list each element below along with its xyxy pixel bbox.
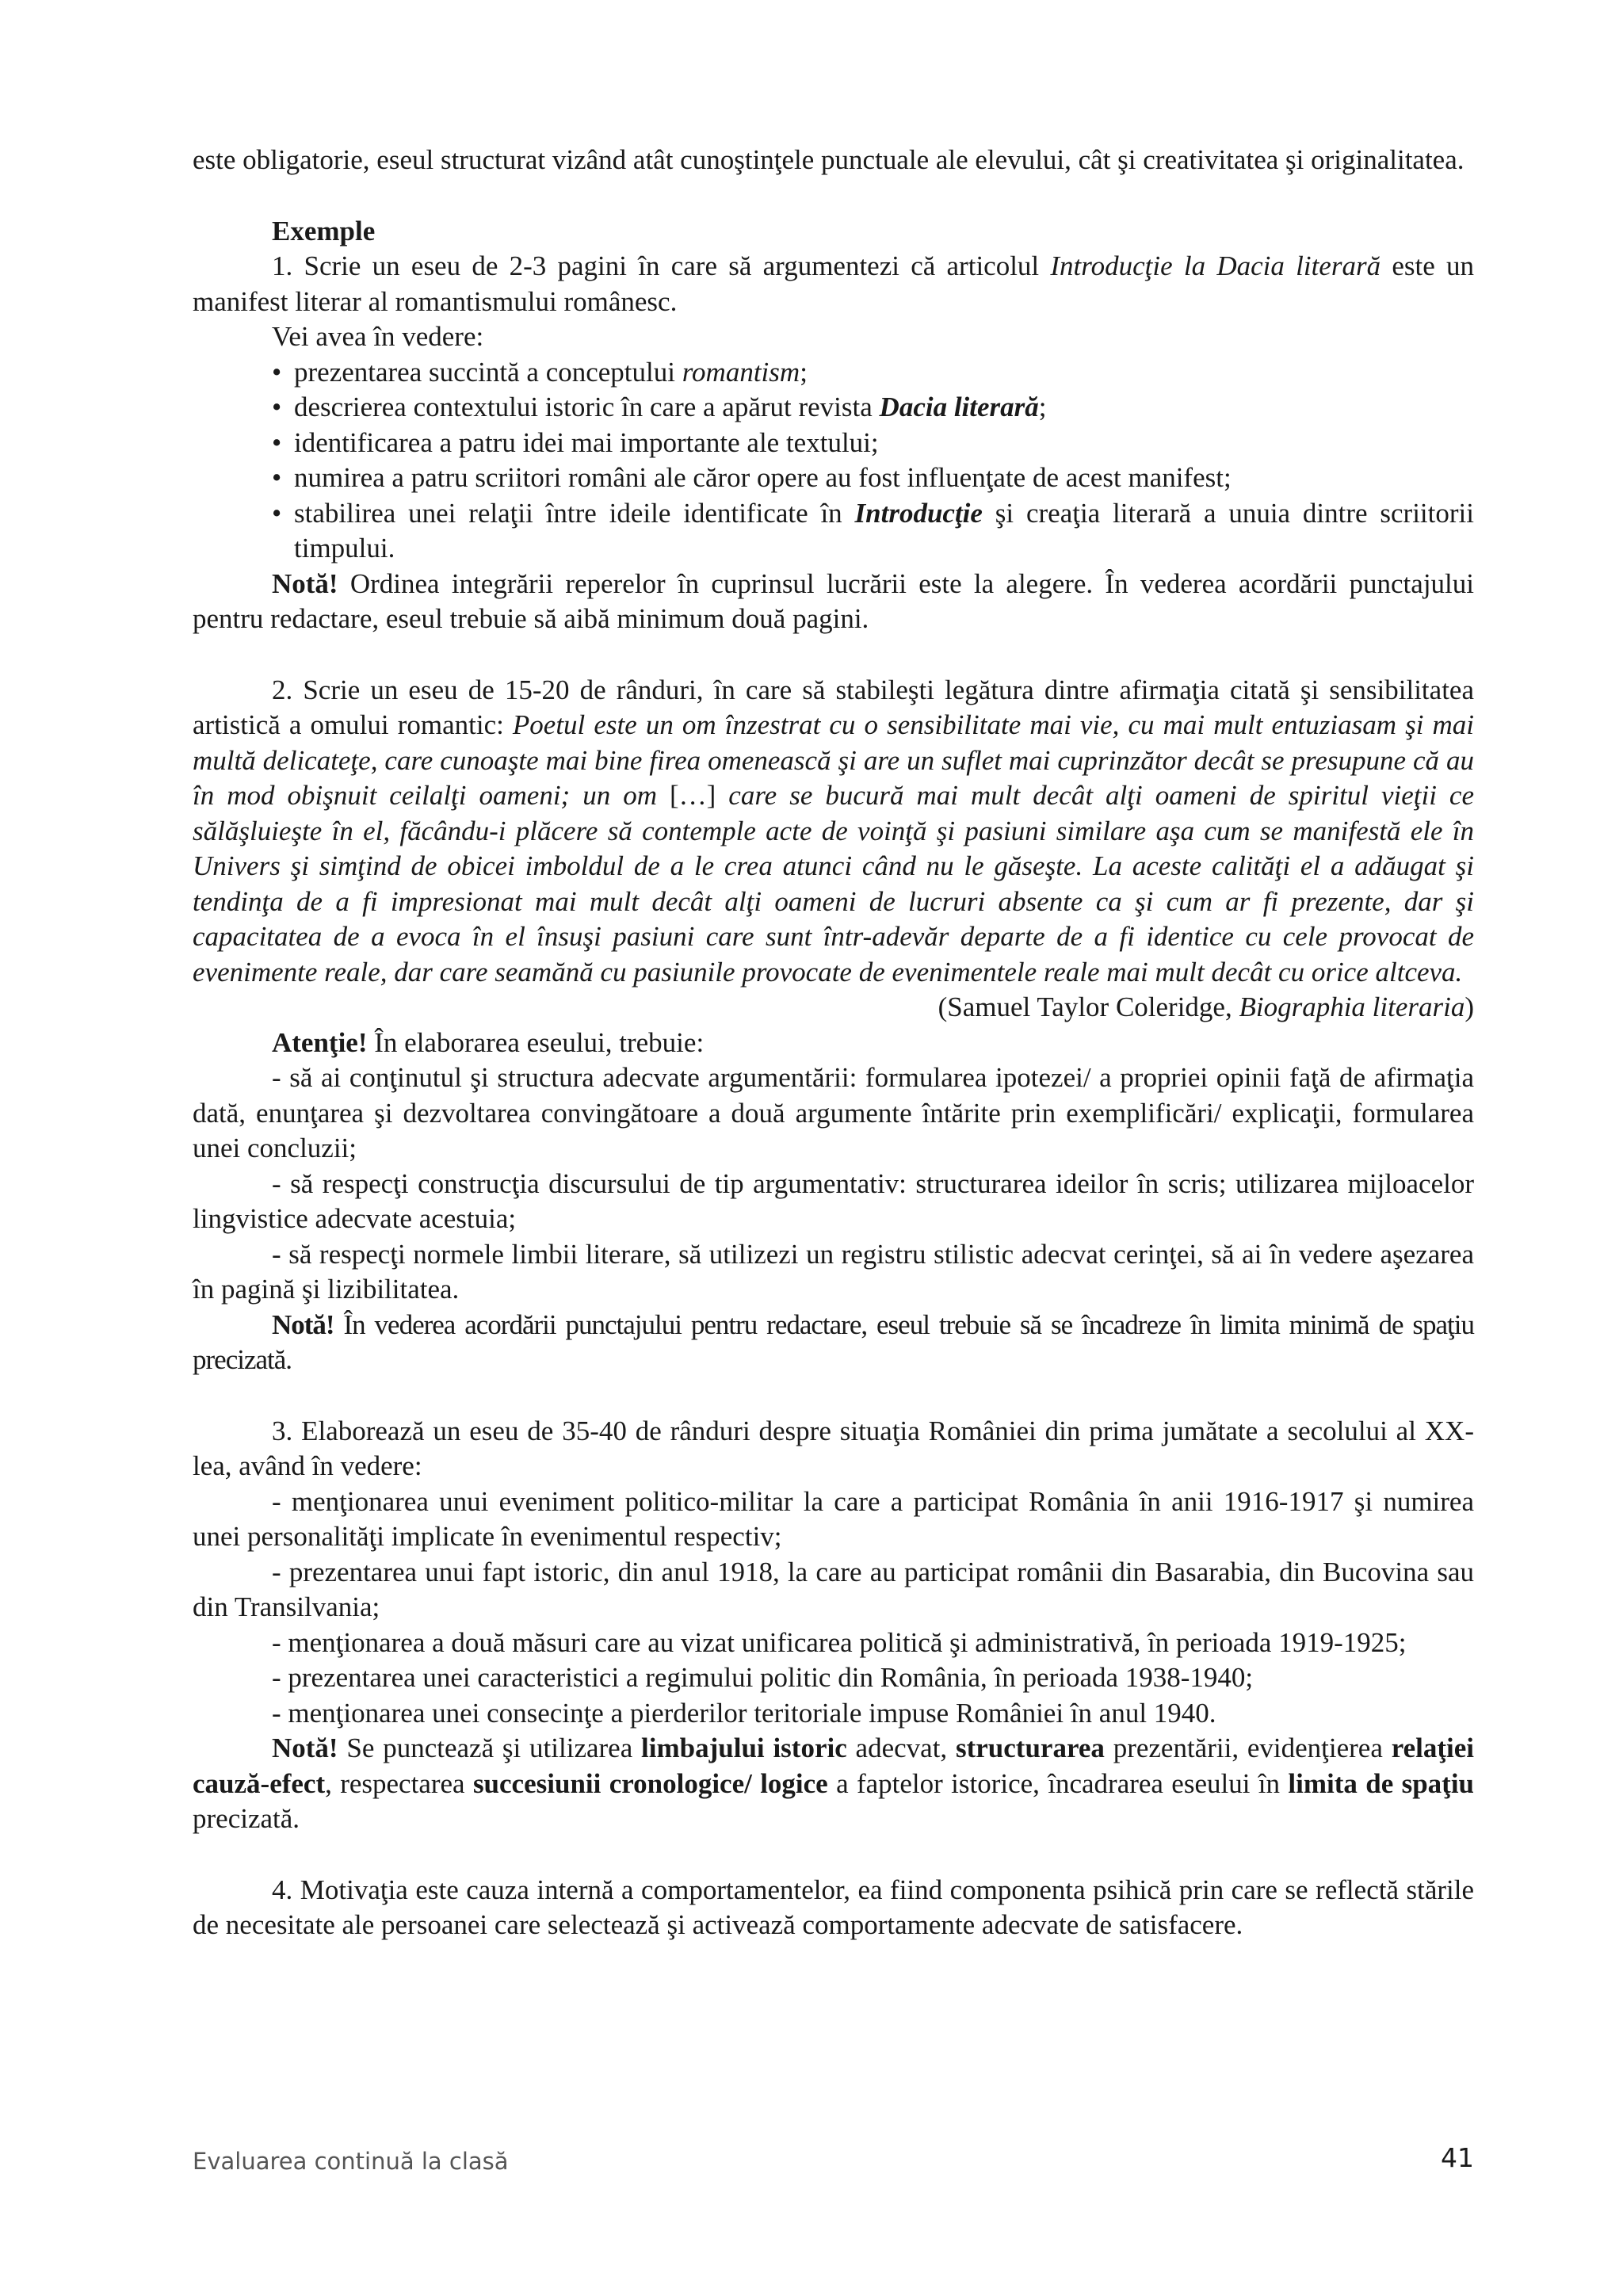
quote: Poetul este un om înzestrat cu o sensibilitate mai vie, cu mai mult entuziasam şi mai multă delicateţe, care cunoaşte mai bine firea omenească şi are un suflet mai cuprinzător decât se presupune că au în mod obişnuit ceilalţi oameni; un om bbox=[193, 709, 1474, 811]
example-2-requirement: - să ai conţinutul şi structura adecvate argumentării: formularea ipotezei/ a propriei opinii faţă de afirmaţia dată, enunţarea şi dezvoltarea convingătoare a două argumente întărite prin exemplificări/ explicaţii, formularea unei concluzii; bbox=[193, 1062, 1474, 1163]
spacer bbox=[193, 178, 1474, 214]
quote-source: (Samuel Taylor Coleridge, Biographia literaria) bbox=[938, 991, 1474, 1022]
example-4-text: 4. Motivaţia este cauza internă a comportamentelor, ea fiind componenta psihică prin care se reflectă stările de necesitate ale persoanei care selectează şi activează comportamente adecvate de satisfacere. bbox=[193, 1874, 1474, 1940]
example-2-note: Notă! În vederea acordării punctajului pentru redactare, eseul trebuie să se încadreze în limita minimă de spaţiu precizată. bbox=[193, 1308, 1474, 1375]
list-item: • identificarea a patru idei mai importante ale textului; bbox=[193, 426, 1474, 461]
list-item: • numirea a patru scriitori români ale căror opere au fost influenţate de acest manifest; bbox=[193, 460, 1474, 496]
example-1-lead: Vei avea în vedere: bbox=[272, 321, 484, 352]
list-item: • prezentarea succintă a conceptului romantism; bbox=[193, 355, 1474, 391]
example-2-attention: Atenţie! În elaborarea eseului, trebuie: bbox=[272, 1026, 705, 1058]
examples-heading: Exemple bbox=[272, 215, 376, 246]
list-item: • descrierea contextului istoric în care a apărut revista Dacia literară; bbox=[193, 390, 1474, 426]
example-3-requirement: - menţionarea a două măsuri care au vizat unificarea politică şi administrativă, în perioada 1919-1925; bbox=[272, 1626, 1407, 1658]
spacer bbox=[193, 637, 1474, 673]
note-label: Notă! bbox=[272, 1308, 334, 1340]
example-3-requirement: - prezentarea unei caracteristici a regimului politic din România, în perioada 1938-1940; bbox=[272, 1662, 1254, 1693]
spacer bbox=[193, 1378, 1474, 1414]
page-content bbox=[193, 143, 1474, 1943]
page-number: 41 bbox=[1441, 2142, 1474, 2173]
list-item: • stabilirea unei relaţii între ideile identificate în Introducţie şi creaţia literară a unuia dintre scriitorii timpului. bbox=[193, 496, 1474, 567]
example-2-requirement: - să respecţi construcţia discursului de tip argumentativ: structurarea ideilor în scris; utilizarea mijloacelor lingvistice adecvate acestuia; bbox=[193, 1167, 1474, 1234]
example-2-task: 2. Scrie un eseu de 15-20 de rânduri, în care să stabileşti legătura dintre afirmaţia citată şi sensibilitatea artistică a omului romantic: Poetul este un om înzestrat cu o sensibilitate mai vie, cu mai mult entuziasam şi mai multă delicateţe, care cunoaşte mai bine firea omenească şi are un suflet mai cuprinzător decât se presupune că au în mod obişnuit ceilalţi oameni; un om […] care se bucură mai mult decât alţi oameni de spiritul vieţii ce sălăşluieşte în el, făcându-i plăcere să contemple acte de voinţă şi pasiuni similare aşa cum se manifestă ele în Univers şi simţind de obicei imboldul de a le crea atunci când nu le găseşte. La aceste calităţi el a adăugat şi tendinţa de a fi impresionat mai mult decât alţi oameni de lucruri absente ca şi cum ar fi prezente, dar şi capacitatea de a evoca în el însuşi pasiuni care sunt într-adevăr departe de a fi identice cu cele provocat de evenimente reale, dar care seamănă cu pasiunile provocate de evenimentele reale mai mult decât cu orice altceva. bbox=[193, 674, 1474, 988]
quote-continued: care se bucură mai mult decât alţi oameni de spiritul vieţii ce sălăşluieşte în el, făcându-i plăcere să contemple acte de voinţă şi pasiuni similare aşa cum se manifestă ele în Univers şi simţind de obicei imboldul de a le crea atunci când nu le găseşte. La aceste calităţi el a adăugat şi tendinţa de a fi impresionat mai mult decât alţi oameni de lucruri absente ca şi cum ar fi prezente, dar şi capacitatea de a evoca în el însuşi pasiuni care sunt într-adevăr departe de a fi identice cu cele provocat de evenimente reale, dar care seamănă cu pasiunile provocate de evenimentele reale mai mult decât cu orice altceva. bbox=[193, 780, 1474, 988]
example-1-note: Notă! Ordinea integrării reperelor în cuprinsul lucrării este la alegere. În vederea acordării punctajului pentru redactare, eseul trebuie să aibă minimum două pagini. bbox=[193, 567, 1474, 634]
example-1-task: 1. Scrie un eseu de 2-3 pagini în care să argumentezi că articolul Introducţie la Dacia literară este un manifest literar al romantismului românesc. bbox=[193, 250, 1474, 317]
attention-label: Atenţie! bbox=[272, 1026, 368, 1058]
example-3-note: Notă! Se punctează şi utilizarea limbajului istoric adecvat, structurarea prezentării, evidenţierea relaţiei cauză-efect, respectarea succesiunii cronologice/ logice a faptelor istorice, încadrarea eseului în limita de spaţiu precizată. bbox=[193, 1733, 1475, 1834]
example-1-bullet-list bbox=[193, 355, 1474, 567]
spacer bbox=[193, 1837, 1474, 1873]
article-title: Introducţie la Dacia literară bbox=[1050, 250, 1381, 281]
example-3-requirement: - prezentarea unui fapt istoric, din anul 1918, la care au participat românii din Basarabia, din Bucovina sau din Transilvania; bbox=[193, 1556, 1474, 1622]
example-3-requirement: - menţionarea unei consecinţe a pierderilor teritoriale impuse României în anul 1940. bbox=[272, 1697, 1216, 1729]
footer-title: Evaluarea continuă la clasă bbox=[193, 2148, 509, 2175]
example-3-task: 3. Elaborează un eseu de 35-40 de rânduri despre situaţia României din prima jumătate a secolului al XX-lea, având în vedere: bbox=[193, 1415, 1474, 1481]
example-2-requirement: - să respecţi normele limbii literare, să utilizezi un registru stilistic adecvat cerinţei, să ai în vedere aşezarea în pagină şi lizibilitatea. bbox=[193, 1238, 1474, 1305]
intro-paragraph: este obligatorie, eseul structurat vizând atât cunoştinţele punctuale ale elevului, cât şi creativitatea şi originalitatea. bbox=[193, 144, 1465, 175]
note-label: Notă! bbox=[272, 567, 338, 599]
note-label: Notă! bbox=[272, 1733, 338, 1763]
example-3-requirement: - menţionarea unui eveniment politico-militar la care a participat România în anii 1916-1917 şi numirea unei personalităţi implicate în evenimentul respectiv; bbox=[193, 1485, 1474, 1552]
